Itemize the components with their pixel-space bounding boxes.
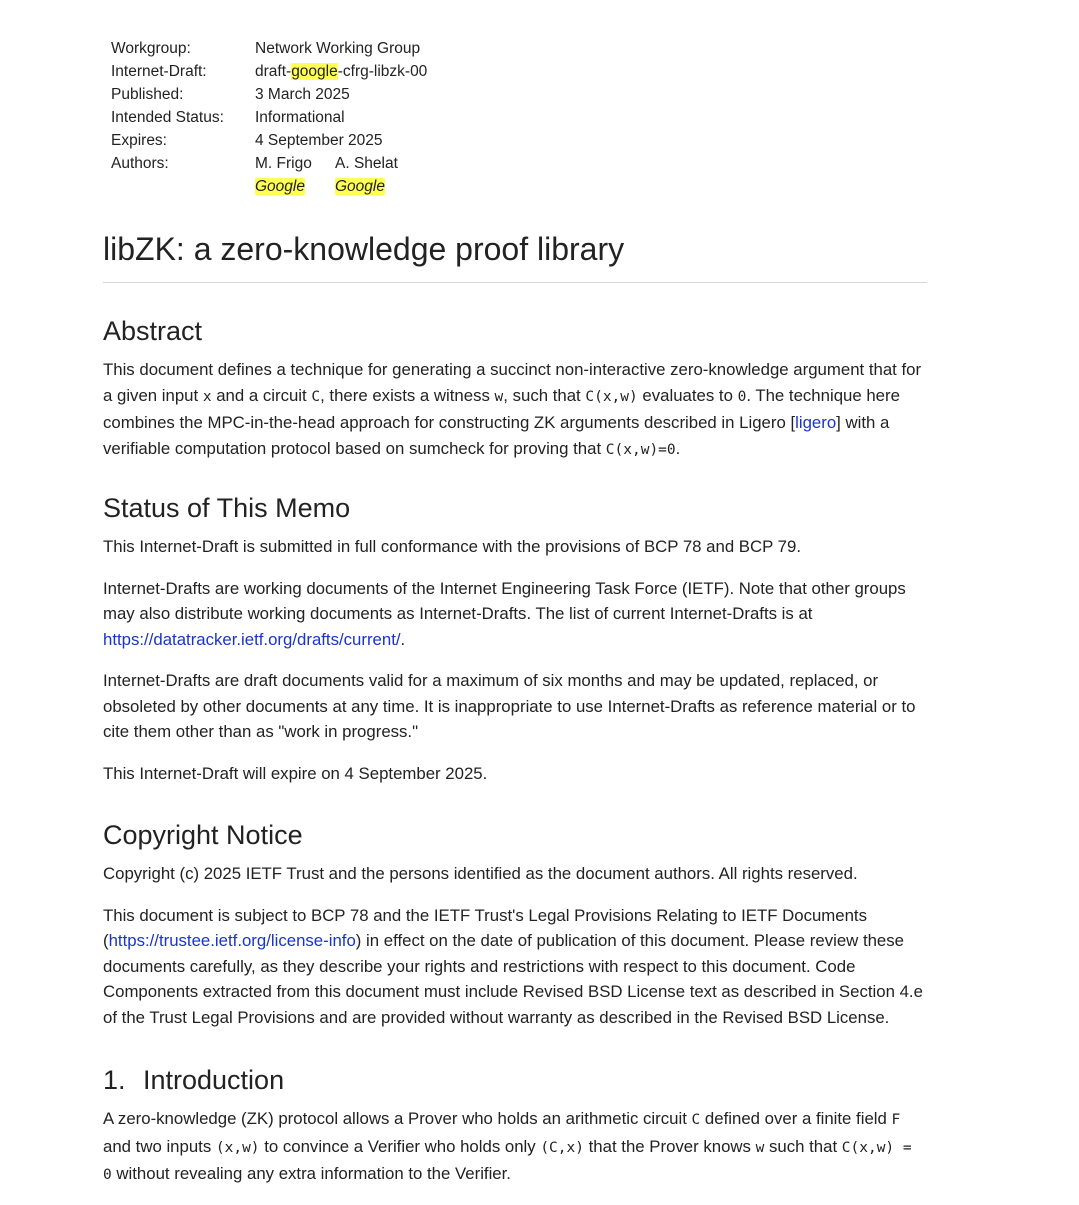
meta-row-authors: [111, 152, 427, 175]
meta-label: Internet-Draft:: [111, 63, 207, 80]
author-name: M. Frigo: [255, 155, 312, 172]
document-metadata: [111, 37, 427, 198]
author-org: Google: [255, 178, 305, 195]
meta-value: 3 March 2025: [255, 86, 350, 103]
abstract-section: [103, 311, 927, 479]
meta-label: Workgroup:: [111, 40, 191, 57]
meta-row-workgroup: [111, 37, 427, 60]
author-org: Google: [335, 178, 385, 195]
abstract-heading: Abstract: [103, 316, 203, 346]
section-number: 1.: [103, 1065, 126, 1095]
status-paragraph: Internet-Drafts are draft documents valid for a maximum of six months and may be updated, replaced, or obsoleted by other documents at any time. It is inappropriate to use Internet-Drafts as reference material or to cite them other than as "work in progress.": [103, 671, 916, 741]
meta-row-expires: [111, 129, 427, 152]
meta-value: Informational: [255, 109, 345, 126]
meta-value: 4 September 2025: [255, 132, 383, 149]
status-paragraph: This Internet-Draft will expire on 4 September 2025.: [103, 763, 488, 783]
ligero-reference-link[interactable]: ligero: [795, 413, 837, 432]
search-highlight: google: [291, 63, 338, 80]
introduction-section: [103, 1060, 927, 1205]
meta-label: Published:: [111, 86, 184, 103]
author-name: A. Shelat: [335, 155, 398, 172]
author-names: [255, 152, 415, 175]
document-title: libZK: a zero-knowledge proof library: [103, 226, 927, 283]
author-orgs: [255, 175, 415, 198]
copyright-heading: Copyright Notice: [103, 820, 303, 850]
datatracker-link[interactable]: https://datatracker.ietf.org/drafts/current/: [103, 629, 401, 649]
meta-row-status: [111, 106, 427, 129]
meta-row-orgs: [111, 175, 427, 198]
introduction-paragraph: A zero-knowledge (ZK) protocol allows a Prover who holds an arithmetic circuit C defined over a finite field F and two inputs (x,w) to convince a Verifier who holds only (C,x) that the Prover knows w such that C(x,w) = 0 without revealing any extra information to the Verifier.: [103, 1109, 912, 1183]
status-section: [103, 488, 927, 802]
status-paragraph: Internet-Drafts are working documents of the Internet Engineering Task Force (IETF). Note that other groups may also distribute working documents as Internet-Drafts. The list of current Internet-Drafts is at https://datatracker.ietf.org/drafts/current/.: [103, 578, 906, 649]
meta-row-published: [111, 83, 427, 106]
copyright-section: [103, 815, 927, 1046]
introduction-heading: 1. Introduction: [103, 1060, 927, 1100]
copyright-paragraph: This document is subject to BCP 78 and the IETF Trust's Legal Provisions Relating to IETF Documents (https://trustee.ietf.org/license-info) in effect on the date of publication of this document. Please review these documents carefully, as they describe your rights and restrictions with respect to this document. Code Components extracted from this document must include Revised BSD License text as described in Section 4.e of the Trust Legal Provisions and are provided without warranty as described in the Revised BSD License.: [103, 905, 923, 1027]
meta-label: Authors:: [111, 155, 169, 172]
license-info-link[interactable]: https://trustee.ietf.org/license-info: [108, 931, 356, 950]
copyright-paragraph: Copyright (c) 2025 IETF Trust and the persons identified as the document authors. All rights reserved.: [103, 864, 858, 883]
status-heading: Status of This Memo: [103, 493, 351, 523]
abstract-text: This document defines a technique for generating a succinct non-interactive zero-knowledge argument that for a given input x and a circuit C, there exists a witness w, such that C(x,w) evaluates to 0. The technique here combines the MPC-in-the-head approach for constructing ZK arguments described in Ligero [ligero] with a verifiable computation protocol based on sumcheck for proving that C(x,w)=0.: [103, 360, 922, 458]
status-paragraph: This Internet-Draft is submitted in full conformance with the provisions of BCP 78 and BCP 79.: [103, 537, 802, 556]
meta-label: Expires:: [111, 132, 167, 149]
meta-value: draft-google-cfrg-libzk-00: [255, 63, 428, 80]
meta-row-draft: [111, 60, 427, 83]
meta-label: Intended Status:: [111, 109, 224, 126]
meta-value: Network Working Group: [255, 40, 421, 57]
